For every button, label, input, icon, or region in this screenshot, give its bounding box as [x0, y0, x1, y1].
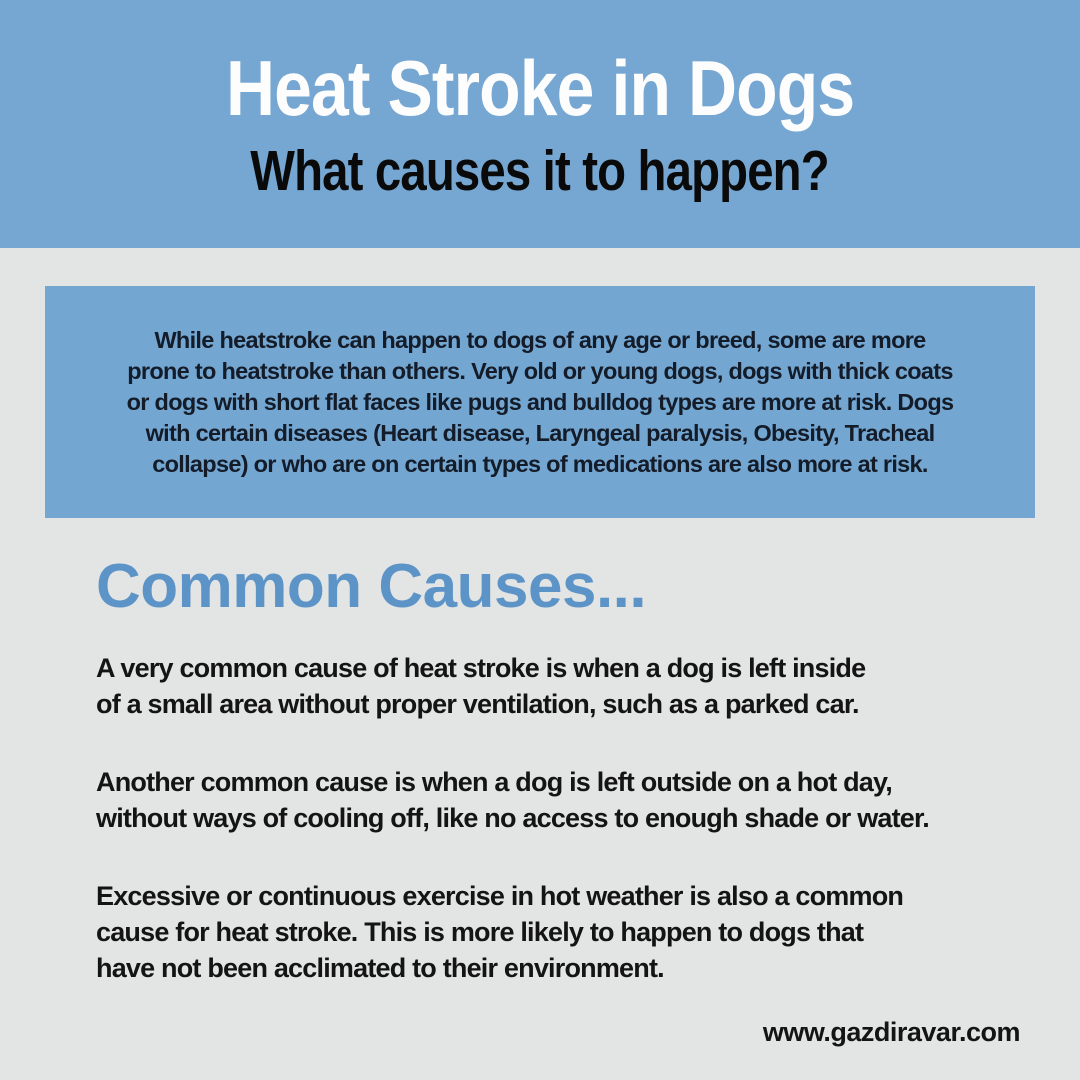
page-subtitle: What causes it to happen? [250, 139, 830, 203]
intro-line: prone to heatstroke than others. Very old or young dogs, dogs with thick coats [127, 357, 953, 384]
cause-paragraph-2 [96, 764, 929, 836]
page-title: Heat Stroke in Dogs [225, 44, 855, 132]
intro-line: or dogs with short flat faces like pugs and bulldog types are more at risk. Dogs [126, 388, 954, 415]
intro-line: While heatstroke can happen to dogs of any age or breed, some are more [154, 326, 926, 353]
website-url: www.gazdiravar.com [762, 1017, 1020, 1047]
paragraph-line: without ways of cooling off, like no access to enough shade or water. [96, 803, 929, 833]
paragraph-line: A very common cause of heat stroke is when a dog is left inside [96, 653, 866, 683]
intro-text-box [45, 286, 1035, 518]
paragraph-line: of a small area without proper ventilation, such as a parked car. [96, 689, 859, 719]
paragraph-line: Another common cause is when a dog is left outside on a hot day, [96, 767, 892, 797]
paragraph-line: cause for heat stroke. This is more likely to happen to dogs that [96, 917, 864, 947]
header-banner [0, 0, 1080, 248]
intro-line: collapse) or who are on certain types of medications are also more at risk. [152, 450, 928, 477]
section-heading-common-causes: Common Causes... [96, 552, 647, 621]
paragraph-line: Excessive or continuous exercise in hot weather is also a common [96, 881, 904, 911]
cause-paragraph-1 [96, 650, 865, 722]
paragraph-line: have not been acclimated to their environment. [96, 953, 664, 983]
intro-line: with certain diseases (Heart disease, Laryngeal paralysis, Obesity, Tracheal [145, 419, 935, 446]
cause-paragraph-3 [96, 878, 903, 986]
